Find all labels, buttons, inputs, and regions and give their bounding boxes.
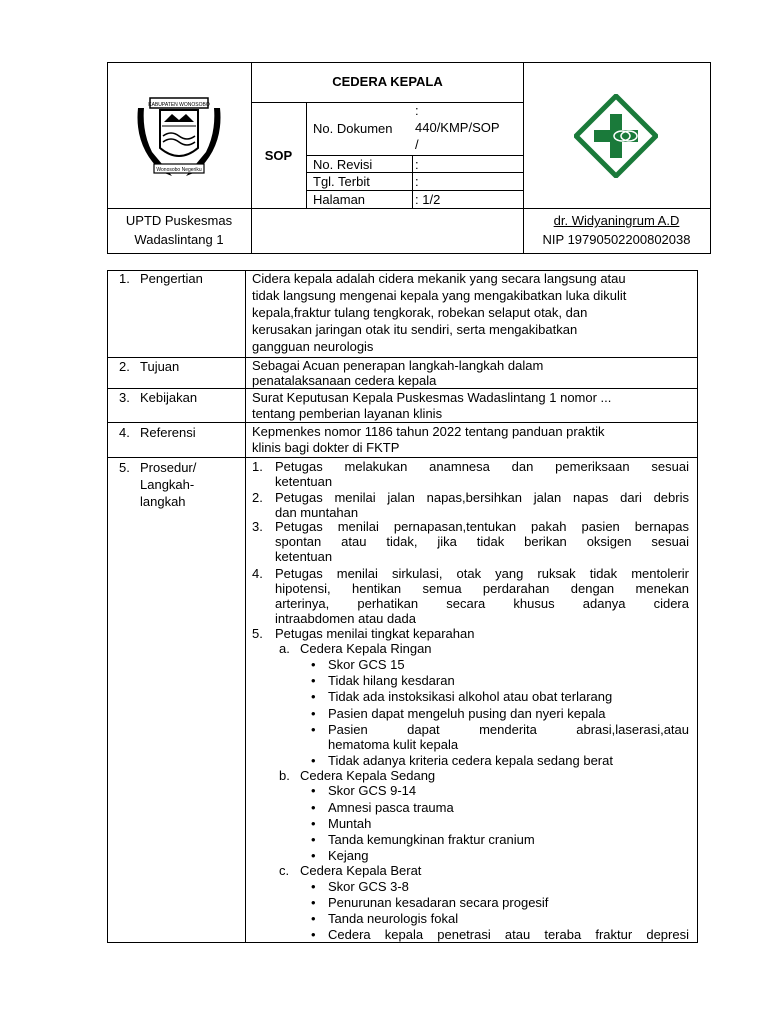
- bullet-icon: •: [311, 927, 316, 942]
- bullet-icon: •: [311, 673, 316, 688]
- bullet-item: Cedera kepala penetrasi atau teraba fraktur depresi: [328, 927, 689, 942]
- category-title: Cedera Kepala Ringan: [300, 641, 432, 656]
- bullet-item: Muntah: [328, 816, 372, 831]
- section-4-title: Referensi: [140, 425, 196, 440]
- field-value-no-dokumen-1: :: [415, 103, 419, 118]
- bullet-item: Tanda neurologis fokal: [328, 911, 459, 926]
- bullet-item: Tidak hilang kesdaran: [328, 673, 455, 688]
- field-value-no-revisi: :: [415, 157, 419, 172]
- document-title: CEDERA KEPALA: [332, 74, 443, 89]
- step-line: Petugas menilai sirkulasi, otak yang ruksak tidak mentolerir: [275, 566, 689, 581]
- step-line: Petugas menilai tingkat keparahan: [275, 626, 475, 641]
- org-name-line1: UPTD Puskesmas: [125, 213, 233, 228]
- svg-text:Wonosobo Negeriku: Wonosobo Negeriku: [156, 167, 202, 173]
- section-2-line: Sebagai Acuan penerapan langkah-langkah dalam: [252, 358, 544, 373]
- step-line: Petugas menilai jalan napas,bersihkan jalan napas dari debris: [275, 490, 689, 505]
- section-3-line: tentang pemberian layanan klinis: [252, 406, 443, 421]
- bullet-icon: •: [311, 879, 316, 894]
- step-line: arterinya, perhatikan secara khusus adanya cidera: [275, 596, 689, 611]
- bullet-item: Pasien dapat menderita abrasi,laserasi,atau: [328, 722, 689, 737]
- section-1-line: Cidera kepala adalah cidera mekanik yang secara langsung atau: [252, 271, 626, 286]
- section-2-line: penatalaksanaan cedera kepala: [252, 373, 437, 388]
- section-5-title-2: Langkah-: [140, 477, 195, 492]
- sop-label: SOP: [264, 148, 293, 163]
- svg-text:KABUPATEN WONOSOBO: KABUPATEN WONOSOBO: [148, 102, 210, 108]
- signer-name: dr. Widyaningrum A.D: [553, 213, 680, 228]
- field-value-halaman: : 1/2: [415, 192, 441, 207]
- section-1-line: kerusakan jaringan otak itu sendiri, serta mengakibatkan: [252, 322, 578, 337]
- section-3-title: Kebijakan: [140, 390, 198, 405]
- bullet-icon: •: [311, 706, 316, 721]
- signer-nip: NIP 19790502200802038: [542, 232, 691, 247]
- field-value-no-dokumen-3: /: [415, 137, 419, 152]
- bullet-item: Skor GCS 3-8: [328, 879, 409, 894]
- bullet-icon: •: [311, 783, 316, 798]
- bullet-item: Pasien dapat mengeluh pusing dan nyeri kepala: [328, 706, 606, 721]
- category-letter: b.: [279, 768, 290, 783]
- section-3-number: 3.: [119, 390, 130, 405]
- bullet-item: Tidak ada instoksikasi alkohol atau obat terlarang: [328, 689, 613, 704]
- step-number: 4.: [252, 566, 263, 581]
- bullet-item: Skor GCS 9-14: [328, 783, 417, 798]
- step-line: Petugas melakukan anamnesa dan pemeriksaan sesuai: [275, 459, 689, 474]
- section-4-line: klinis bagi dokter di FKTP: [252, 440, 400, 455]
- step-line: Petugas menilai pernapasan,tentukan pakah pasien bernapas: [275, 519, 689, 534]
- field-label-no-dokumen: No. Dokumen: [313, 121, 393, 136]
- bullet-icon: •: [311, 722, 316, 737]
- field-value-tgl-terbit: :: [415, 174, 419, 189]
- section-2-title: Tujuan: [140, 359, 180, 374]
- section-4-number: 4.: [119, 425, 130, 440]
- field-label-tgl-terbit: Tgl. Terbit: [313, 174, 370, 189]
- step-number: 3.: [252, 519, 263, 534]
- bullet-item: Amnesi pasca trauma: [328, 800, 454, 815]
- step-line: ketentuan: [275, 474, 333, 489]
- bullet-item: Tanda kemungkinan fraktur cranium: [328, 832, 535, 847]
- bullet-item: Tidak adanya kriteria cedera kepala sedang berat: [328, 753, 613, 768]
- regency-logo: [132, 92, 226, 184]
- step-number: 5.: [252, 626, 263, 641]
- bullet-icon: •: [311, 832, 316, 847]
- section-5-number: 5.: [119, 460, 130, 475]
- section-2-number: 2.: [119, 359, 130, 374]
- bullet-icon: •: [311, 689, 316, 704]
- puskesmas-logo: [574, 94, 658, 178]
- section-5-title-1: Prosedur/: [140, 460, 197, 475]
- bullet-item: Penurunan kesadaran secara progesif: [328, 895, 549, 910]
- field-value-no-dokumen-2: 440/KMP/SOP: [415, 120, 500, 135]
- field-label-no-revisi: No. Revisi: [313, 157, 373, 172]
- step-number: 1.: [252, 459, 263, 474]
- step-line: ketentuan: [275, 549, 333, 564]
- step-line: hipotensi, hentikan semua perdarahan dengan menekan: [275, 581, 689, 596]
- category-title: Cedera Kepala Berat: [300, 863, 422, 878]
- step-line: spontan atau tidak, jika tidak berikan oksigen sesuai: [275, 534, 689, 549]
- bullet-icon: •: [311, 816, 316, 831]
- section-1-line: kepala,fraktur tulang tengkorak, robekan selaput otak, dan: [252, 305, 588, 320]
- bullet-icon: •: [311, 657, 316, 672]
- section-1-line: tidak langsung mengenai kepala yang mengakibatkan luka dikulit: [252, 288, 627, 303]
- bullet-icon: •: [311, 753, 316, 768]
- section-3-line: Surat Keputusan Kepala Puskesmas Wadaslintang 1 nomor ...: [252, 390, 612, 405]
- bullet-item-cont: hematoma kulit kepala: [328, 737, 459, 752]
- section-1-number: 1.: [119, 271, 130, 286]
- bullet-icon: •: [311, 848, 316, 863]
- bullet-item: Skor GCS 15: [328, 657, 405, 672]
- category-letter: a.: [279, 641, 290, 656]
- bullet-icon: •: [311, 800, 316, 815]
- step-line: intraabdomen atau dada: [275, 611, 416, 626]
- org-name-line2: Wadaslintang 1: [134, 232, 224, 247]
- step-number: 2.: [252, 490, 263, 505]
- section-1-title: Pengertian: [140, 271, 203, 286]
- section-5-title-3: langkah: [140, 494, 186, 509]
- category-title: Cedera Kepala Sedang: [300, 768, 436, 783]
- category-letter: c.: [279, 863, 290, 878]
- section-4-line: Kepmenkes nomor 1186 tahun 2022 tentang panduan praktik: [252, 424, 605, 439]
- bullet-item: Kejang: [328, 848, 369, 863]
- bullet-icon: •: [311, 895, 316, 910]
- step-line: dan muntahan: [275, 505, 359, 520]
- field-label-halaman: Halaman: [313, 192, 366, 207]
- bullet-icon: •: [311, 911, 316, 926]
- section-1-line: gangguan neurologis: [252, 339, 374, 354]
